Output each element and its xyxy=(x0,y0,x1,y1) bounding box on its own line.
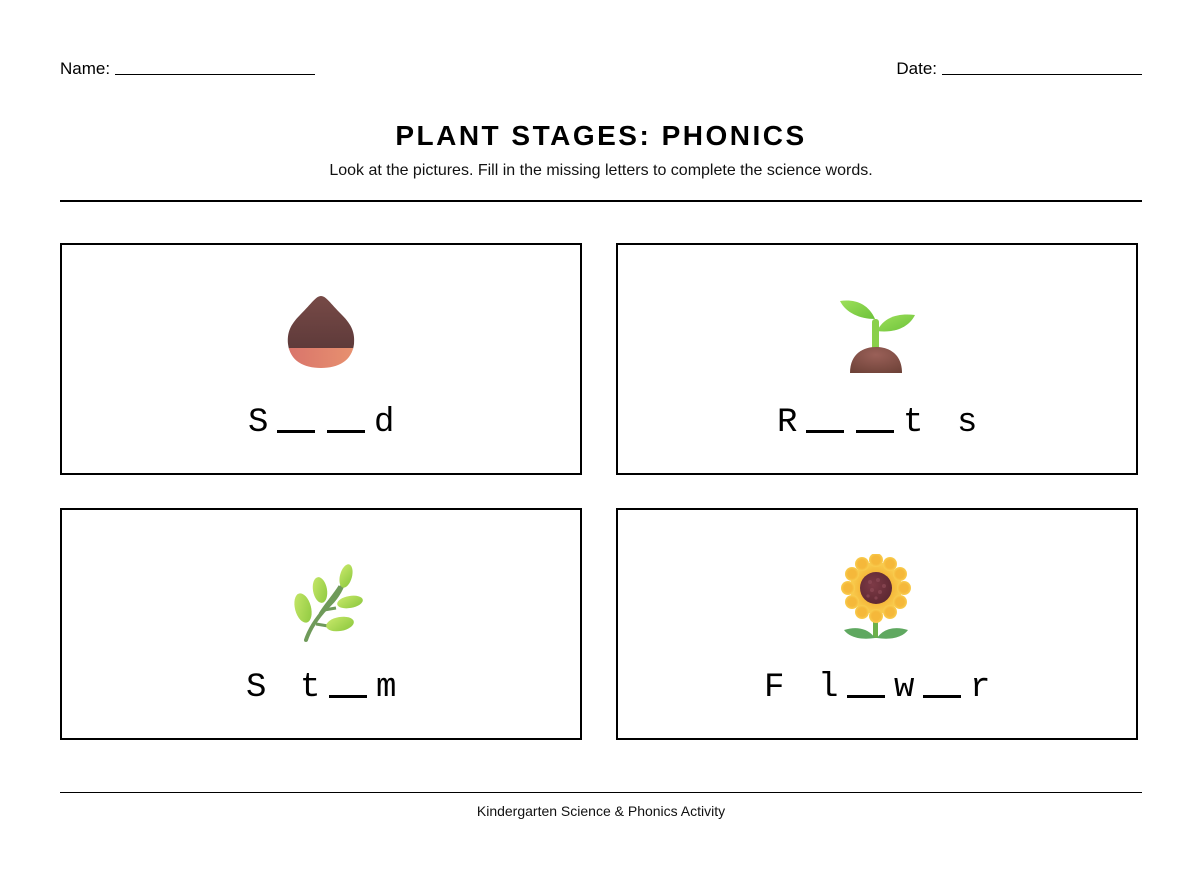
instructions: Look at the pictures. Fill in the missing letters to complete the science words. xyxy=(329,162,873,179)
name-label: Name: xyxy=(60,59,111,78)
letter: S xyxy=(246,669,267,707)
letter: m xyxy=(376,669,397,707)
seed-icon xyxy=(276,289,366,379)
name-field xyxy=(60,58,315,80)
letter: S xyxy=(248,404,269,442)
letter: l xyxy=(818,669,839,707)
card-flower xyxy=(616,508,1138,740)
blank-input[interactable] xyxy=(329,671,367,698)
letter: s xyxy=(957,404,978,442)
seedling-icon xyxy=(832,289,922,379)
blank-input[interactable] xyxy=(847,671,885,698)
divider-bottom xyxy=(60,792,1142,793)
word-puzzle-flower xyxy=(618,670,1136,706)
word-puzzle-seed xyxy=(62,405,580,441)
word-puzzle-roots xyxy=(618,405,1136,441)
page-title: PLANT STAGES: PHONICS xyxy=(395,120,807,151)
letter: t xyxy=(903,404,924,442)
letter: F xyxy=(764,669,785,707)
blank-input[interactable] xyxy=(856,406,894,433)
letter: w xyxy=(894,669,915,707)
header-row xyxy=(60,58,1142,82)
date-label: Date: xyxy=(896,59,937,78)
letter: t xyxy=(300,669,321,707)
date-field xyxy=(896,58,1142,80)
sunflower-icon xyxy=(832,554,922,644)
letter: r xyxy=(970,669,991,707)
divider-top xyxy=(60,200,1142,202)
word-puzzle-stem xyxy=(62,670,580,706)
footer-text: Kindergarten Science & Phonics Activity xyxy=(476,803,726,819)
herb-stem-icon xyxy=(276,554,366,644)
blank-input[interactable] xyxy=(923,671,961,698)
card-stem xyxy=(60,508,582,740)
name-line xyxy=(115,58,315,75)
letter: d xyxy=(374,404,395,442)
blank-input[interactable] xyxy=(277,406,315,433)
letter: R xyxy=(777,404,798,442)
worksheet-page xyxy=(60,0,1142,880)
blank-input[interactable] xyxy=(806,406,844,433)
card-seed xyxy=(60,243,582,475)
card-roots xyxy=(616,243,1138,475)
date-line xyxy=(942,58,1142,75)
blank-input[interactable] xyxy=(327,406,365,433)
